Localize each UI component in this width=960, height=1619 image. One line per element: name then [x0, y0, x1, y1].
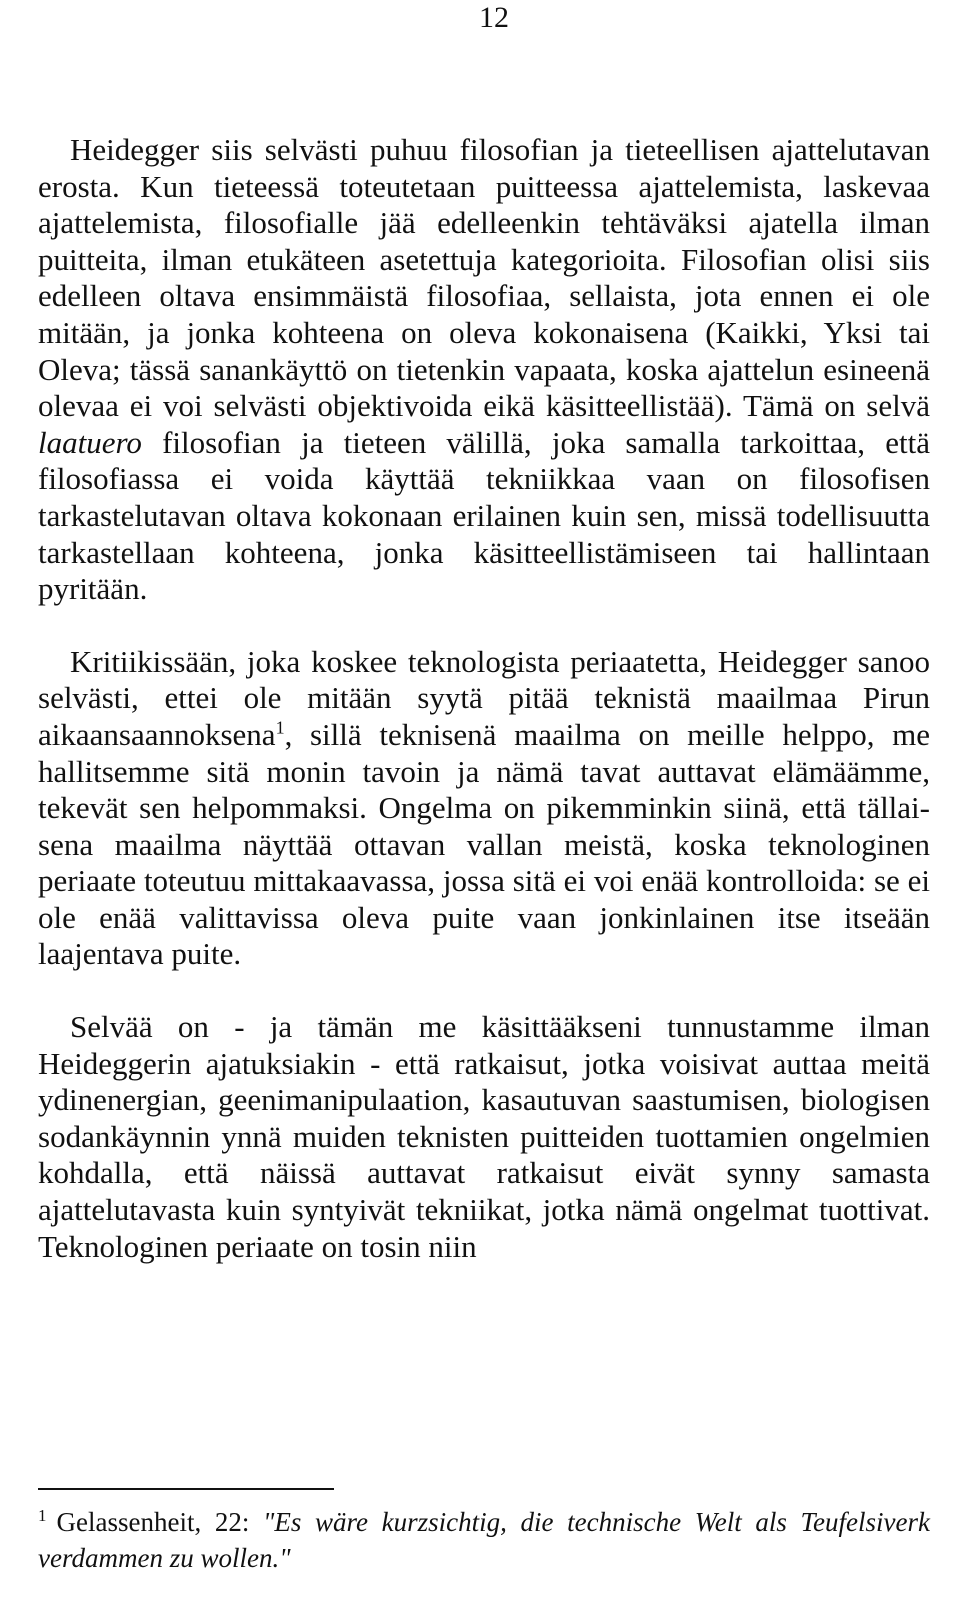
footnote-source: Gelassenheit, 22: — [56, 1507, 263, 1537]
footnote-mark: 1 — [38, 1506, 47, 1525]
paragraph-2 — [38, 644, 930, 973]
paragraph-3-text: Selvää on - ja tämän me käsittääkseni tunnustamme ilman Heideggerin ajatuksiakin - että ratkaisut, jotka voisivat auttaa meitä ydinenergian, geenimanipulaation, kasautuvan saastumisen, biologisen sodankäynnin ynnä muiden teknisten puitteiden tuottamien ongelmien kohdalla, että näissä auttavat ratkaisut eivät synny samasta ajattelutavasta kuin syntyivät tekniikat, jotka nämä ongelmat tuottivat. Teknologinen periaate on tosin niin — [38, 1009, 930, 1264]
italic-term: laatuero — [38, 424, 142, 460]
footnote-quote: "Es wäre kurzsichtig, die technische Welt als Teufelsiverk verdammen zu wollen." — [38, 1507, 930, 1573]
footnote-reference[interactable]: 1 — [275, 717, 285, 738]
paragraph-2-text-cont: , sillä teknisenä maailma on meille helppo, me hallitsemme sitä monin tavoin ja nämä tavat auttavat elämäämme, tekevät sen helpommaksi. Ongelma on pikemminkin siinä, että tällaisena maailma näyttää ottavan vallan meistä, koska teknologinen periaate toteutuu mittakaavassa, jossa sitä ei voi enää kontrolloida: se ei ole enää valittavissa oleva puite vaan jonkinlainen itse itseään laajentava puite. — [38, 716, 930, 972]
paragraph-1-text-cont: filosofian ja tieteen välillä, joka samalla tarkoittaa, että filosofiassa ei voida käyttää tekniikkaa vaan on filosofisen tarkastelutavan oltava kokonaan erilainen kuin sen, missä todellisuutta tarkastellaan kohteena, jonka käsitteellistämiseen tai hallintaan pyritään. — [38, 424, 930, 607]
paragraph-1 — [38, 132, 930, 608]
paragraph-3 — [38, 1009, 930, 1265]
page-number: 12 — [479, 1, 509, 34]
paragraph-2-text: Kritiikissään, joka koskee teknologista periaatetta, Heidegger sanoo selvästi, ettei ole mitään syytä pitää teknistä maailmaa Pirun aikaansaannoksena — [38, 643, 930, 752]
footnote — [38, 1504, 930, 1576]
body-text — [38, 132, 930, 1265]
paragraph-1-text: Heidegger siis selvästi puhuu filosofian ja tieteellisen ajattelutavan erosta. Kun tieteessä toteutetaan puitteessa ajattelemista, laskevaa ajattelemista, filosofialle jää edelleenkin tehtäväksi ajatella ilman puitteita, ilman etukäteen asetettuja kategorioita. Filosofian olisi siis edelleen oltava ensimmäistä filosofiaa, sellaista, jota ennen ei ole mitään, ja jonka kohteena on oleva kokonaisena (Kaikki, Yksi tai Oleva; tässä sanankäyttö on tietenkin vapaata, koska ajattelun esineenä olevaa ei voi selvästi objektivoida eikä käsitteellistää). Tämä on selvä — [38, 132, 930, 424]
footnote-separator — [38, 1488, 334, 1490]
